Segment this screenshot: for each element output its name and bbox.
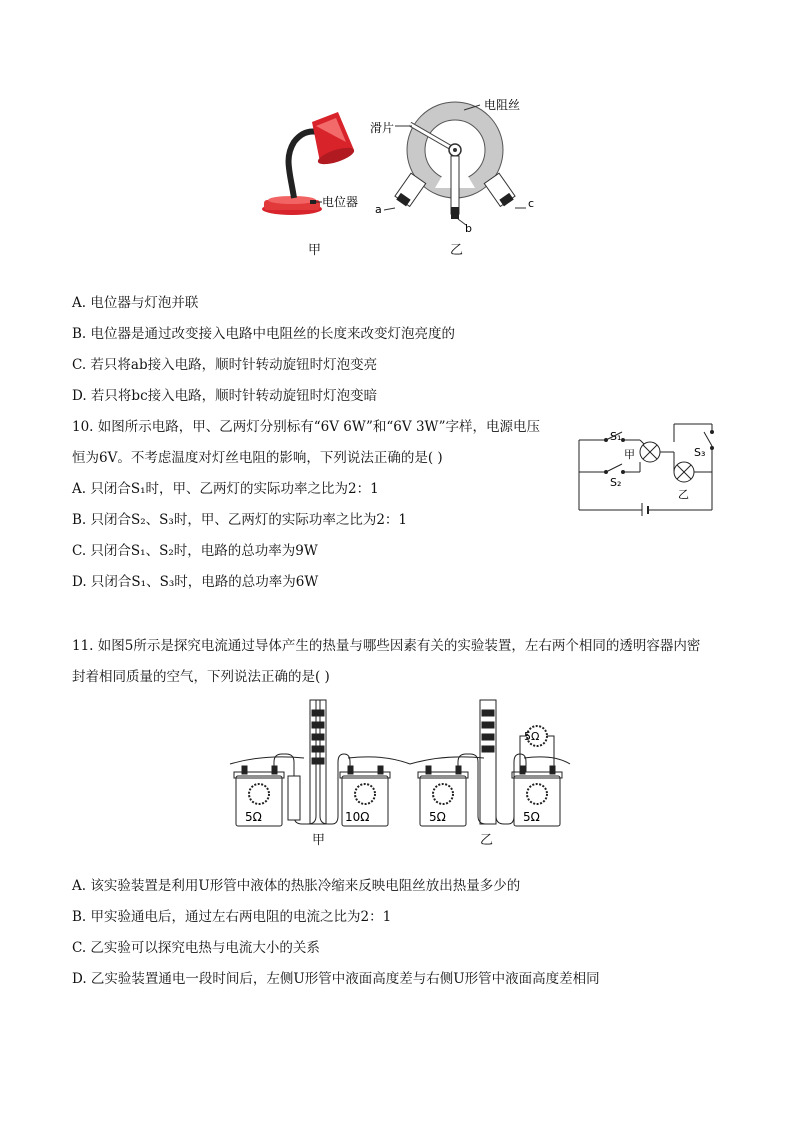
- resistor-10-ohm-jia-right: 10Ω: [345, 810, 370, 824]
- q11-caption-jia: 甲: [312, 833, 326, 848]
- lamp-yi-label: 乙: [678, 488, 689, 501]
- figure-caption-jia: 甲: [308, 243, 322, 258]
- q10-option-d: D. 只闭合S₁、S₃时，电路的总功率为6W: [72, 574, 319, 590]
- q11-option-b: B. 甲实验通电后，通过左右两电阻的电流之比为2：1: [72, 909, 392, 925]
- switch-s3-label: S₃: [694, 446, 706, 459]
- q11-stem-line2: 封着相同质量的空气，下列说法正确的是( ): [72, 669, 330, 685]
- q9-option-b: B. 电位器是通过改变接入电路中电阻丝的长度来改变灯泡亮度的: [72, 326, 456, 342]
- q9-option-a: A. 电位器与灯泡并联: [72, 295, 199, 311]
- potentiometer-label: 电位器: [322, 195, 359, 209]
- resistance-wire-label: 电阻丝: [484, 98, 521, 112]
- terminal-b-label: b: [465, 222, 472, 235]
- q11-option-a: A. 该实验装置是利用U形管中液体的热胀冷缩来反映电阻丝放出热量多少的: [72, 878, 521, 894]
- rheostat-diagram: [384, 102, 526, 225]
- q11-caption-yi: 乙: [480, 833, 494, 848]
- resistor-5-ohm-jia-left: 5Ω: [245, 810, 262, 824]
- q10-option-a: A. 只闭合S₁时，甲、乙两灯的实际功率之比为2：1: [72, 481, 379, 497]
- q11-apparatus-figure: [224, 696, 574, 848]
- resistor-5-ohm-yi-left: 5Ω: [429, 810, 446, 824]
- q10-option-c: C. 只闭合S₁、S₂时，电路的总功率为9W: [72, 543, 318, 559]
- q11-option-d: D. 乙实验装置通电一段时间后，左侧U形管中液面高度差与右侧U形管中液面高度差相同: [72, 971, 600, 987]
- lamp-rheostat-figure: [250, 92, 550, 262]
- figure-caption-yi: 乙: [450, 243, 464, 258]
- terminal-a-label: a: [375, 203, 382, 216]
- lamp-jia-label: 甲: [624, 448, 635, 461]
- q9-option-c: C. 若只将ab接入电路，顺时针转动旋钮时灯泡变亮: [72, 357, 378, 373]
- resistor-5-ohm-yi-external: 5Ω: [524, 730, 540, 743]
- switch-s1-label: S₁: [610, 430, 622, 443]
- q10-stem-line1: 10. 如图所示电路，甲、乙两灯分别标有“6V 6W”和“6V 3W”字样，电源电压: [72, 419, 541, 435]
- q11-option-c: C. 乙实验可以探究电热与电流大小的关系: [72, 940, 320, 956]
- q10-stem-line2: 恒为6V。不考虑温度对灯丝电阻的影响，下列说法正确的是( ): [72, 450, 443, 466]
- q9-option-d: D. 若只将bc接入电路，顺时针转动旋钮时灯泡变暗: [72, 388, 378, 404]
- q11-stem-line1: 11. 如图5所示是探究电流通过导体产生的热量与哪些因素有关的实验装置，左右两个相同的透明容器内密: [72, 638, 701, 654]
- switch-s2-label: S₂: [610, 476, 622, 489]
- q10-circuit-diagram: [574, 420, 720, 516]
- resistor-5-ohm-yi-right: 5Ω: [523, 810, 540, 824]
- q10-option-b: B. 只闭合S₂、S₃时，甲、乙两灯的实际功率之比为2：1: [72, 512, 408, 528]
- terminal-c-label: c: [528, 197, 535, 210]
- slider-label: 滑片: [370, 121, 395, 135]
